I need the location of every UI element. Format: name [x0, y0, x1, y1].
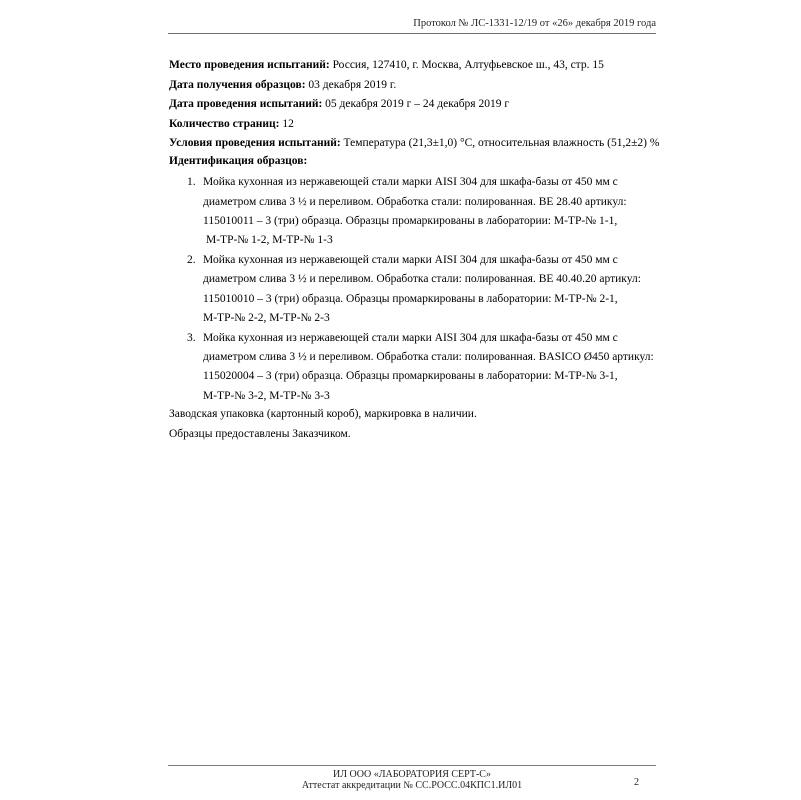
sample-line: 115010011 – 3 (три) образца. Образцы промаркированы в лаборатории: М-ТР-№ 1-1, — [203, 215, 618, 227]
field-page-count — [169, 117, 294, 131]
field-value: Температура (21,3±1,0) °С, относительная влажность (51,2±2) % — [340, 137, 660, 149]
sample-line: диаметром слива 3 ½ и переливом. Обработка стали: полированная. BE 28.40 артикул: — [203, 196, 627, 208]
field-label: Место проведения испытаний: — [169, 59, 330, 71]
protocol-header: Протокол № ЛС-1331-12/19 от «26» декабря 2019 года — [413, 18, 656, 29]
sample-line: диаметром слива 3 ½ и переливом. Обработка стали: полированная. BE 40.40.20 артикул: — [203, 273, 641, 285]
sample-line: Мойка кухонная из нержавеющей стали марки AISI 304 для шкафа-базы от 450 мм с — [203, 254, 618, 266]
field-label: Дата получения образцов: — [169, 79, 306, 91]
field-test-location — [169, 58, 604, 72]
list-number: 3. — [187, 332, 196, 344]
note-samples-provided: Образцы предоставлены Заказчиком. — [169, 428, 351, 440]
footer-accreditation: Аттестат аккредитации № СС.РОСС.04КПС1.ИЛ01 — [301, 780, 523, 791]
sample-line: 115010010 – 3 (три) образца. Образцы промаркированы в лаборатории: М-ТР-№ 2-1, — [203, 293, 618, 305]
sample-line: М-ТР-№ 2-2, М-ТР-№ 2-3 — [203, 312, 330, 324]
footer-organization: ИЛ ООО «ЛАБОРАТОРИЯ СЕРТ-С» — [333, 769, 491, 780]
field-label: Количество страниц: — [169, 118, 280, 130]
sample-line: М-ТР-№ 3-2, М-ТР-№ 3-3 — [203, 390, 330, 402]
sample-line: 115020004 – 3 (три) образца. Образцы промаркированы в лаборатории: М-ТР-№ 3-1, — [203, 370, 618, 382]
list-number: 1. — [187, 176, 196, 188]
sample-line: Мойка кухонная из нержавеющей стали марки AISI 304 для шкафа-базы от 450 мм с — [203, 332, 618, 344]
field-test-conditions — [169, 136, 659, 150]
note-packaging: Заводская упаковка (картонный короб), маркировка в наличии. — [169, 408, 477, 420]
page-number: 2 — [634, 777, 639, 788]
field-value: 03 декабря 2019 г. — [305, 79, 397, 91]
sample-line: диаметром слива 3 ½ и переливом. Обработка стали: полированная. BASICO Ø450 артикул: — [203, 351, 654, 363]
field-value: 12 — [279, 118, 294, 130]
sample-line: Мойка кухонная из нержавеющей стали марки AISI 304 для шкафа-базы от 450 мм с — [203, 176, 618, 188]
footer-divider — [168, 765, 656, 766]
field-sample-identification — [169, 154, 307, 168]
list-number: 2. — [187, 254, 196, 266]
field-label: Идентификация образцов: — [169, 155, 308, 167]
field-label: Условия проведения испытаний: — [169, 137, 341, 149]
field-receipt-date — [169, 78, 396, 92]
field-value: 05 декабря 2019 г – 24 декабря 2019 г — [322, 98, 510, 110]
field-label: Дата проведения испытаний: — [169, 98, 323, 110]
header-divider — [168, 33, 656, 34]
field-test-dates — [169, 97, 509, 111]
field-value: Россия, 127410, г. Москва, Алтуфьевское ш., 43, стр. 15 — [329, 59, 604, 71]
sample-line: М-ТР-№ 1-2, М-ТР-№ 1-3 — [206, 234, 333, 246]
